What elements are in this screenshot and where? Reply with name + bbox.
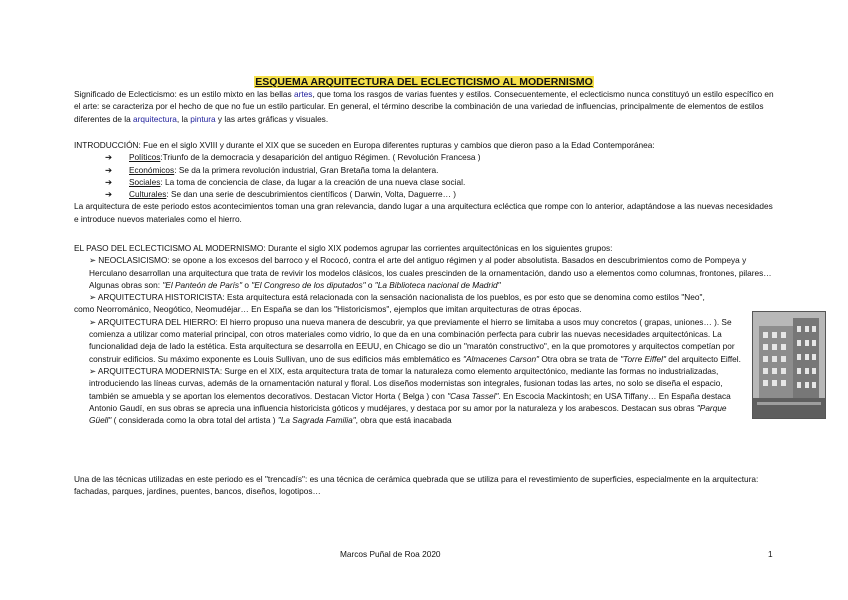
- definition-paragraph: Significado de Eclecticismo: es un estilo mixto en las bellas artes, que toma los rasgos de varias fuentes y estilos. Consecuentemente, el eclecticismo nunca constituyó un estilo específico en el arte: se caracteriza por el hecho de que no fue un estilo particular. En general, el término describe la combinación de una variedad de influencias, principalmente de elementos de estilos diferentes de la arquitectura, la pintura y las artes gráficas y visuales.: [74, 89, 774, 124]
- historicista-paragraph: ➢ ARQUITECTURA HISTORICISTA: Esta arquitectura está relacionada con la sensación nacionalista de los pueblos, es por esto que se denomina como estilos "Neo",: [89, 292, 705, 303]
- building-photo-icon: [752, 311, 826, 419]
- arrow-bullet-icon: ➔: [105, 176, 112, 187]
- intro-closing: La arquitectura de este periodo estos acontecimientos toman una gran relevancia, dando lugar a una arquitectura ecléctica que rompe con lo anterior, adaptándose a las nuevas necesidades e introduce nuevos materiales como el hierro.: [74, 201, 773, 224]
- intro-item: ➔ Culturales: Se dan una serie de descubrimientos científicos ( Darwin, Volta, Daguerre… ): [74, 188, 774, 200]
- arrow-icon: ➢: [89, 365, 96, 376]
- page-number: 1: [768, 549, 773, 559]
- arquitectura-link[interactable]: arquitectura: [133, 113, 177, 124]
- hierro-paragraph: ➢ ARQUITECTURA DEL HIERRO: El hierro propuso una nueva manera de descubrir, ya que previamente el hierro se limitaba a usos muy concretos ( grapas, uniones… ). Se comienza a utilizar como material principal, con otros materiales como vidrio, lo que da en una combinación perfecta para cubrir las nuevas necesidades arquitectónicas. La funcionalidad deja de lado la estética. Esta arquitectura se desarrolla en EEUU, en Chicago se dio un "maratón constructivo", en la que promotores y arquitectos competían por construir edificios. Su máximo exponente es Louis Sullivan, uno de sus edificios más emblemático es "Almacenes Carson" Otra obra se trata de "Torre Eiffel" del arquitecto Eiffel.: [89, 316, 741, 364]
- arrow-bullet-icon: ➔: [105, 189, 112, 200]
- trencadis-paragraph: Una de las técnicas utilizadas en este periodo es el "trencadís": es una técnica de cerámica quebrada que se utiliza para el revestimiento de superficies, especialmente en la arquitectura: fachadas, parques, jardines, puentes, bancos, diseños, logotipos…: [74, 474, 759, 497]
- arrow-bullet-icon: ➔: [105, 152, 112, 163]
- modernista-paragraph: ➢ ARQUITECTURA MODERNISTA: Surge en el XIX, esta arquitectura trata de tomar la naturaleza como elemento arquitectónico, mediante las formas no industrializadas, introduciendo las líneas curvas, además de la ornamentación natural y floral. Los diseños modernistas son integrales, fusionan todas las artes, no solo se diseña el espacio, también se amuebla y se aportan los elementos decorativos. Destacan Victor Horta ( Belga ) con "Casa Tassel". En Escocia Mackintosh; en USA Tiffany… En España destaca Antonio Gaudí, en sus obras se aprecia una influencia historicista góticos y mudéjares, y destaca por su amor por la naturaleza y los arabescos. Destacan sus obras "Parque Güell" ( considerada como la obra total del artista ) "La Sagrada Familia", obra que está inacabada: [89, 365, 731, 426]
- title-text: ESQUEMA ARQUITECTURA DEL ECLECTICISMO AL MODERNISMO: [255, 76, 593, 88]
- iron-modern-block: [74, 316, 744, 427]
- footer-author: Marcos Puñal de Roa 2020: [340, 549, 441, 559]
- arrow-icon: ➢: [89, 255, 96, 266]
- paso-text: EL PASO DEL ECLECTICISMO AL MODERNISMO: Durante el siglo XIX podemos agrupar las corrientes arquitectónicas en los siguientes grupos:: [74, 243, 613, 253]
- intro-text: INTRODUCCIÓN: Fue en el siglo XVIII y durante el XIX que se suceden en Europa diferentes rupturas y cambios que dieron paso a la Edad Contemporánea:: [74, 140, 655, 150]
- intro-item: ➔ Sociales: La toma de conciencia de clase, da lugar a la creación de una nueva clase social.: [74, 176, 774, 188]
- arrow-bullet-icon: ➔: [105, 164, 112, 175]
- intro-item: ➔ Económicos: Se da la primera revolución industrial, Gran Bretaña toma la delantera.: [74, 164, 774, 176]
- arrow-icon: ➢: [89, 316, 96, 327]
- artes-link[interactable]: artes: [293, 89, 313, 99]
- introduction-section: [74, 139, 774, 225]
- historicista-continuation: como Neorrománico, Neogótico, Neomudéjar… En España se dan los "Historicismos", ejemplos que imitan arquitecturas de otras épocas.: [74, 304, 582, 315]
- neoclasicismo-paragraph: ➢ NEOCLASICISMO: se opone a los excesos del barroco y el Rococó, contra el arte del antiguo régimen y al poder absolutista. Basados en descubrimientos como de Pompeya y Herculano desarrollan una arquitectura que trata de revivir los modelos clásicos, los cuales prescinden de la ornamentación, dando uso a elementos como columnas, frontones, pilares… Algunas obras son: "El Panteón de París" o "El Congreso de los diputados" o "La Biblioteca nacional de Madrid": [89, 255, 772, 290]
- building-illustration: [753, 312, 825, 418]
- arrow-icon: ➢: [89, 292, 96, 303]
- intro-item: ➔ Políticos:Triunfo de la democracia y desaparición del antiguo Régimen. ( Revolución Francesa ): [74, 151, 774, 163]
- paso-section: [74, 242, 774, 426]
- pintura-link[interactable]: pintura: [190, 113, 216, 124]
